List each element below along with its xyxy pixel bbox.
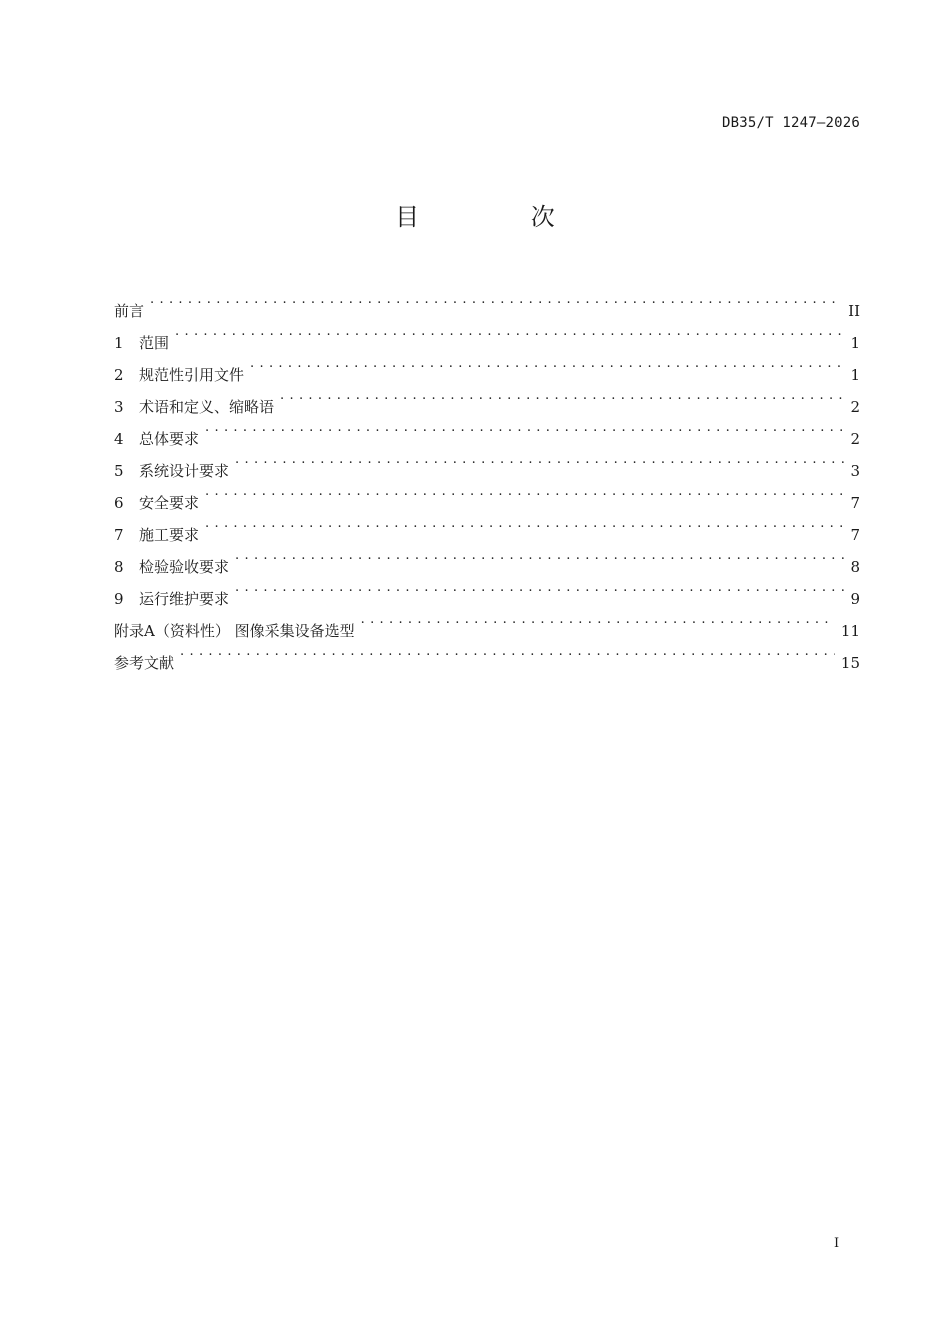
toc-entry-number: 5 <box>114 462 124 480</box>
toc-entry-label: 术语和定义、缩略语 <box>139 398 275 416</box>
toc-entry-foreword[interactable] <box>114 284 860 320</box>
toc-entry-number: 7 <box>114 526 124 544</box>
toc-entry-page: 2 <box>850 430 860 448</box>
toc-entry-page: 11 <box>840 622 860 640</box>
page-number: I <box>834 1236 840 1251</box>
toc-entry-label: 系统设计要求 <box>139 462 230 480</box>
toc-entry-4[interactable] <box>114 412 860 448</box>
toc-entry-page: 9 <box>850 590 860 608</box>
toc-entry-2[interactable] <box>114 348 860 384</box>
toc-entry-label: 附录A（资料性） 图像采集设备选型 <box>114 622 355 640</box>
toc-entry-page: 1 <box>850 366 860 384</box>
toc-entry-label: 总体要求 <box>139 430 200 448</box>
toc-entry-5[interactable] <box>114 444 860 480</box>
toc-entry-number: 2 <box>114 366 124 384</box>
toc-entry-references[interactable] <box>114 636 860 672</box>
toc-entry-label: 参考文献 <box>114 654 175 672</box>
toc-leader-dots <box>175 316 844 348</box>
toc-leader-dots <box>235 444 844 476</box>
toc-entry-page: II <box>848 302 860 320</box>
toc-leader-dots <box>361 604 835 636</box>
toc-entry-page: 2 <box>850 398 860 416</box>
toc-leader-dots <box>205 476 844 508</box>
toc-entry-page: 3 <box>850 462 860 480</box>
toc-entry-label: 前言 <box>114 302 145 320</box>
table-of-contents <box>114 284 860 672</box>
toc-entry-page: 7 <box>850 526 860 544</box>
toc-entry-label: 安全要求 <box>139 494 200 512</box>
toc-leader-dots <box>205 412 844 444</box>
toc-leader-dots <box>235 540 844 572</box>
toc-leader-dots <box>280 380 844 412</box>
page-title: 目 次 <box>395 203 607 231</box>
toc-entry-number: 9 <box>114 590 124 608</box>
toc-entry-label: 规范性引用文件 <box>139 366 245 384</box>
toc-entry-label: 施工要求 <box>139 526 200 544</box>
toc-entry-number: 4 <box>114 430 124 448</box>
toc-entry-number: 1 <box>114 334 124 352</box>
toc-entry-page: 1 <box>850 334 860 352</box>
toc-entry-number: 3 <box>114 398 124 416</box>
toc-entry-label: 检验验收要求 <box>139 558 230 576</box>
toc-entry-number: 8 <box>114 558 124 576</box>
toc-leader-dots <box>180 636 835 668</box>
toc-entry-6[interactable] <box>114 476 860 512</box>
document-code: DB35/T 1247—2026 <box>721 115 860 131</box>
toc-entry-8[interactable] <box>114 540 860 576</box>
toc-entry-page: 15 <box>840 654 860 672</box>
toc-entry-label: 运行维护要求 <box>139 590 230 608</box>
toc-entry-1[interactable] <box>114 316 860 352</box>
toc-entry-page: 8 <box>850 558 860 576</box>
toc-leader-dots <box>235 572 844 604</box>
toc-leader-dots <box>150 284 842 316</box>
toc-entry-7[interactable] <box>114 508 860 544</box>
toc-leader-dots <box>250 348 844 380</box>
toc-entry-label: 范围 <box>139 334 170 352</box>
toc-entry-page: 7 <box>850 494 860 512</box>
toc-entry-number: 6 <box>114 494 124 512</box>
toc-leader-dots <box>205 508 844 540</box>
